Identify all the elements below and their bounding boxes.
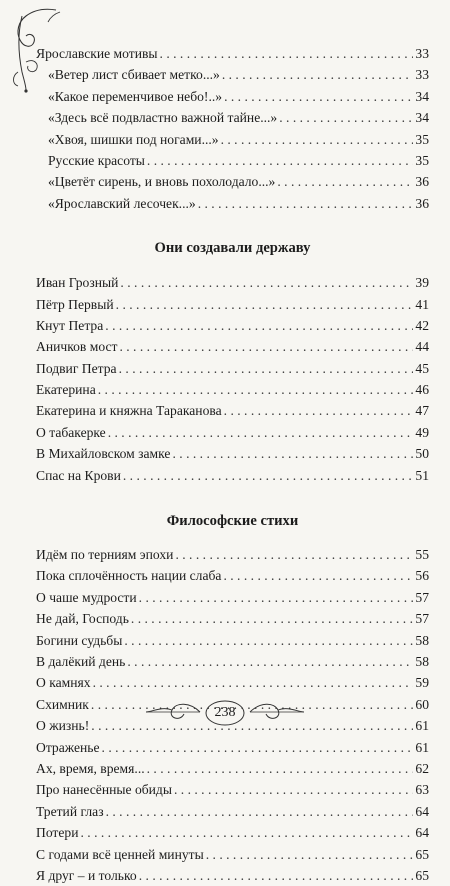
toc-entry-page: 35 — [415, 131, 429, 147]
toc-entry — [36, 171, 429, 192]
toc-entry-page: 61 — [415, 718, 429, 734]
toc-entry-page: 58 — [415, 653, 429, 669]
toc-entry — [36, 672, 429, 693]
dot-leader — [198, 193, 413, 214]
toc-entry-page: 61 — [415, 739, 429, 755]
section-heading-state-builders: Они создавали державу — [154, 240, 311, 257]
dot-leader — [131, 608, 413, 629]
toc-entry-title: «Здесь всё подвластно важной тайне...» — [48, 110, 278, 126]
toc-entry — [36, 358, 429, 379]
dot-leader — [98, 379, 413, 400]
toc-entry-page: 34 — [415, 88, 429, 104]
toc-entry — [36, 865, 429, 886]
toc-entry-page: 39 — [415, 275, 429, 291]
dot-leader — [224, 86, 413, 107]
toc-entry — [36, 587, 429, 608]
page-number: 238 — [214, 705, 236, 720]
dot-leader — [147, 150, 413, 171]
toc-entry — [36, 801, 429, 822]
toc-entry-title: «Ярославский лесочек...» — [48, 195, 196, 211]
toc-entry — [36, 844, 429, 865]
toc-entry-page: 44 — [415, 339, 429, 355]
section-heading-philosophical-poems: Философские стихи — [166, 513, 299, 530]
toc-entry-title: Схимник — [36, 696, 89, 712]
dot-leader — [172, 443, 413, 464]
dot-leader — [224, 400, 413, 421]
toc-entry-title: Ярославские мотивы — [36, 46, 158, 61]
dot-leader — [123, 465, 413, 486]
toc-entry-title: Богини судьбы — [36, 632, 123, 648]
toc-entry — [36, 64, 429, 85]
toc-entry-title: Про нанесённые обиды — [36, 782, 172, 798]
dot-leader — [124, 630, 413, 651]
dot-leader — [105, 315, 413, 336]
toc-entry-title: «Какое переменчивое небо!..» — [48, 88, 223, 104]
toc-entry-page: 65 — [415, 846, 429, 862]
toc-entry-title: Екатерина — [36, 382, 96, 398]
toc-entry — [36, 379, 429, 400]
dot-leader — [116, 294, 413, 315]
toc-entry-page: 59 — [415, 675, 429, 691]
dot-leader — [174, 779, 413, 800]
dot-leader — [222, 64, 413, 85]
toc-entry-title: Я друг – и только — [36, 867, 137, 883]
toc-entry-page: 55 — [415, 547, 429, 563]
toc-entry-page: 34 — [415, 110, 429, 126]
toc-entry-page: 36 — [415, 174, 429, 190]
dot-leader — [175, 544, 413, 565]
dot-leader — [160, 43, 413, 64]
toc-entry — [36, 565, 429, 586]
toc-entry — [36, 443, 429, 464]
toc-entry-page: 51 — [415, 467, 429, 483]
dot-leader — [106, 801, 413, 822]
toc-entry-title: «Ветер лист сбивает метко...» — [48, 67, 220, 83]
toc-entry — [36, 422, 429, 443]
dot-leader — [147, 758, 413, 779]
toc-entry-page: 63 — [415, 782, 429, 798]
toc-entry — [36, 129, 429, 150]
toc-entry-title: «Хвоя, шишки под ногами...» — [48, 131, 219, 147]
toc-section-yaroslavl — [36, 43, 429, 214]
toc-entry — [36, 779, 429, 800]
toc-entry-page: 65 — [415, 867, 429, 883]
table-of-contents — [36, 43, 429, 886]
toc-entry — [36, 315, 429, 336]
toc-entry-page: 36 — [415, 195, 429, 211]
dot-leader — [277, 171, 413, 192]
toc-entry-page: 60 — [415, 696, 429, 712]
toc-entry-title: Аничков мост — [36, 339, 118, 355]
toc-entry-page: 47 — [415, 403, 429, 419]
toc-entry-title: С годами всё ценней минуты — [36, 846, 204, 862]
toc-entry-page: 35 — [415, 152, 429, 168]
toc-entry-page: 62 — [415, 760, 429, 776]
toc-entry-title: Пётр Первый — [36, 296, 114, 312]
toc-entry-title: Кнут Петра — [36, 317, 104, 333]
toc-entry-title: Идём по терниям эпохи — [36, 547, 174, 563]
toc-entry-title: О табакерке — [36, 424, 106, 440]
toc-entry — [36, 758, 429, 779]
toc-entry-title: О камнях — [36, 675, 91, 691]
dot-leader — [102, 737, 413, 758]
dot-leader — [80, 822, 413, 843]
dot-leader — [127, 651, 413, 672]
dot-leader — [221, 129, 413, 150]
toc-entry-title: В далёкий день — [36, 653, 126, 669]
dot-leader — [139, 865, 413, 886]
dot-leader — [120, 272, 413, 293]
toc-entry-page: 42 — [415, 317, 429, 333]
toc-entry-page: 56 — [415, 568, 429, 584]
toc-entry-page: 64 — [415, 825, 429, 841]
toc-entry — [36, 822, 429, 843]
dot-leader — [119, 358, 413, 379]
toc-entry-page: 41 — [415, 296, 429, 312]
toc-entry-title: Спас на Крови — [36, 467, 121, 483]
toc-entry — [36, 150, 429, 171]
dot-leader — [119, 336, 413, 357]
toc-entry — [36, 193, 429, 214]
toc-entry — [36, 544, 429, 565]
toc-entry — [36, 651, 429, 672]
dot-leader — [279, 107, 413, 128]
toc-entry-title: Отраженье — [36, 739, 100, 755]
toc-entry-page: 57 — [415, 611, 429, 627]
dot-leader — [223, 565, 413, 586]
toc-entry-title: Потери — [36, 825, 79, 841]
toc-entry-title: «Цветёт сирень, и вновь похолодало...» — [48, 174, 276, 190]
toc-entry-title: Русские красоты — [48, 152, 145, 168]
toc-entry — [36, 465, 429, 486]
toc-entry-page: 45 — [415, 360, 429, 376]
toc-entry — [36, 43, 429, 64]
toc-entry — [36, 272, 429, 293]
toc-entry-page: 50 — [415, 446, 429, 462]
toc-entry — [36, 107, 429, 128]
toc-entry-title: В Михайловском замке — [36, 446, 171, 462]
toc-entry — [36, 336, 429, 357]
toc-entry — [36, 630, 429, 651]
toc-entry-title: Подвиг Петра — [36, 360, 117, 376]
toc-entry-title: Екатерина и княжна Тараканова — [36, 403, 222, 419]
toc-entry — [36, 294, 429, 315]
dot-leader — [139, 587, 413, 608]
toc-entry-page: 49 — [415, 424, 429, 440]
toc-entry-title: Иван Грозный — [36, 275, 119, 291]
toc-entry-page: 58 — [415, 632, 429, 648]
dot-leader — [108, 422, 413, 443]
toc-entry-page: 33 — [415, 46, 429, 61]
toc-entry — [36, 86, 429, 107]
toc-entry — [36, 400, 429, 421]
toc-entry-title: Не дай, Господь — [36, 611, 129, 627]
dot-leader — [206, 844, 413, 865]
toc-entry-page: 46 — [415, 382, 429, 398]
toc-entry — [36, 608, 429, 629]
toc-entry-title: Ах, время, время... — [36, 760, 145, 776]
toc-section-state-builders — [36, 272, 429, 486]
toc-entry-page: 57 — [415, 589, 429, 605]
toc-entry — [36, 737, 429, 758]
toc-entry-title: Пока сплочённость нации слаба — [36, 568, 222, 584]
toc-entry-page: 64 — [415, 803, 429, 819]
toc-entry-page: 33 — [415, 67, 429, 83]
toc-entry-title: Третий глаз — [36, 803, 104, 819]
dot-leader — [93, 672, 413, 693]
toc-entry-title: О чаше мудрости — [36, 589, 137, 605]
toc-entry-title: О жизнь! — [36, 718, 90, 734]
